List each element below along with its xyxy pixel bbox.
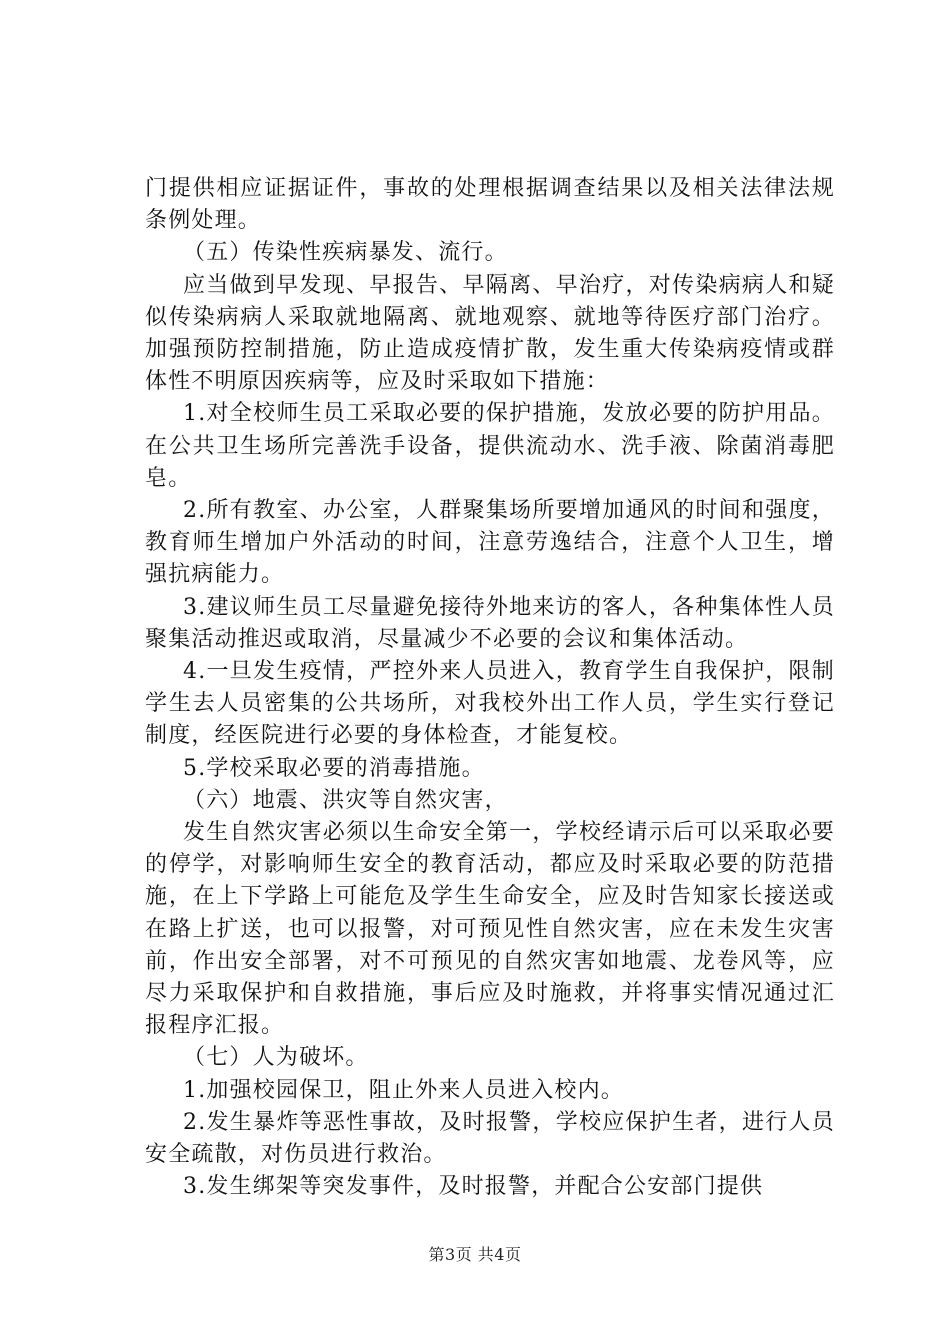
paragraph-3: 应当做到早发现、早报告、早隔离、早治疗，对传染病病人和疑似传染病病人采取就地隔离、就地观察、就地等待医疗部门治疗。加强预防控制措施，防止造成疫情扩散，发生重大传染病疫情或群体性不明原因疾病等，应及时采取如下措施： — [145, 272, 835, 395]
list-item-2: 2.所有教室、办公室，人群聚集场所要增加通风的时间和强度，教育师生增加户外活动的时间，注意劳逸结合，注意个人卫生，增强抗病能力。 — [145, 498, 835, 588]
paragraph-10: 发生自然灾害必须以生命安全第一，学校经请示后可以采取必要的停学，对影响师生安全的教育活动，都应及时采取必要的防范措施，在上下学路上可能危及学生生命安全，应及时告知家长接送或在路上扩送，也可以报警，对可预见性自然灾害，应在未发生灾害前，作出安全部署，对不可预见的自然灾害如地震、龙卷风等，应尽力采取保护和自救措施，事后应及时施救，并将事实情况通过汇报程序汇报。 — [145, 820, 835, 1039]
section-heading-5: （五）传染性疾病暴发、流行。 — [183, 240, 508, 266]
list-item-6: 1.加强校园保卫，阻止外来人员进入校内。 — [183, 1077, 624, 1103]
list-item-3: 3.建议师生员工尽量避免接待外地来访的客人，各种集体性人员聚集活动推迟或取消，尽量减少不必要的会议和集体活动。 — [145, 594, 835, 652]
page-number-footer: 第3页 共4页 — [428, 1245, 522, 1264]
section-heading-6: （六）地震、洪灾等自然灾害， — [183, 787, 508, 813]
document-body — [145, 173, 835, 1204]
list-item-7: 2.发生暴炸等恶性事故，及时报警，学校应保护生者，进行人员安全疏散，对伤员进行救治。 — [145, 1109, 835, 1168]
list-item-1: 1.对全校师生员工采取必要的保护措施，发放必要的防护用品。在公共卫生场所完善洗手设备，提供流动水、洗手液、除菌消毒肥皂。 — [145, 401, 835, 491]
section-heading-7: （七）人为破坏。 — [183, 1045, 369, 1071]
list-item-4: 4.一旦发生疫情，严控外来人员进入，教育学生自我保护，限制学生去人员密集的公共场所，对我校外出工作人员，学生实行登记制度，经医院进行必要的身体检查，才能复校。 — [145, 659, 835, 749]
list-item-8: 3.发生绑架等突发事件，及时报警，并配合公安部门提供 — [183, 1174, 764, 1200]
list-item-5: 5.学校采取必要的消毒措施。 — [183, 755, 485, 781]
paragraph-1: 门提供相应证据证件，事故的处理根据调查结果以及相关法律法规条例处理。 — [145, 176, 835, 234]
